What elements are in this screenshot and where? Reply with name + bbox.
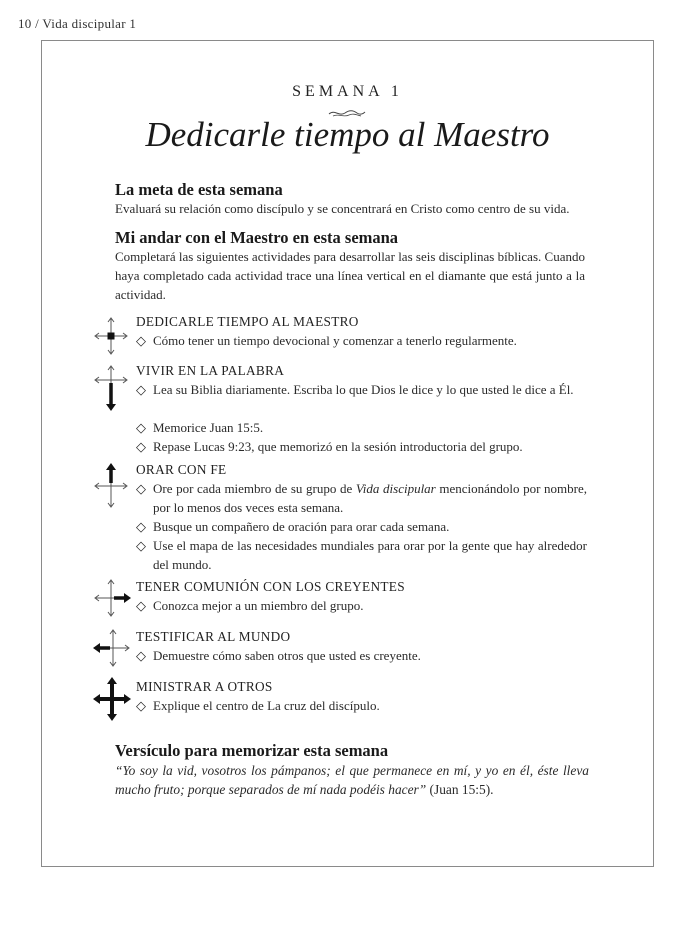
page-header: 10 / Vida discipular 1 xyxy=(18,16,137,31)
activity-title: TENER COMUNIÓN CON LOS CREYENTES xyxy=(136,579,405,594)
activity-title: ORAR CON FE xyxy=(136,462,227,477)
activity-bullet: ◇ Cómo tener un tiempo devocional y comenzar a tenerlo regularmente. xyxy=(136,333,517,348)
diamond-checkbox-icon[interactable]: ◇ xyxy=(136,439,146,454)
cross-top-icon xyxy=(93,462,129,510)
activity-title: MINISTRAR A OTROS xyxy=(136,679,273,694)
activity-bullet: ◇ Explique el centro de La cruz del discípulo. xyxy=(136,698,380,713)
cross-right-icon xyxy=(93,578,131,618)
activity-bullet: ◇ Ore por cada miembro de su grupo de Vida discipular mencionándolo por nombre, por lo menos dos veces esta semana. xyxy=(136,481,587,515)
memory-verse: “Yo soy la vid, vosotros los pámpanos; el que permanece en mí, y yo en él, éste lleva mucho fruto; porque separados de mí nada podéis hacer” (Juan 15:5). xyxy=(115,763,589,797)
diamond-checkbox-icon[interactable]: ◇ xyxy=(136,519,146,534)
cross-bottom-icon xyxy=(93,364,129,412)
cross-center-icon xyxy=(93,316,129,356)
diamond-checkbox-icon[interactable]: ◇ xyxy=(136,598,146,613)
diamond-checkbox-icon[interactable]: ◇ xyxy=(136,382,146,397)
goal-heading: La meta de esta semana xyxy=(115,180,283,199)
activity-bullet: ◇ Conozca mejor a un miembro del grupo. xyxy=(136,598,364,613)
week-label: SEMANA 1 xyxy=(292,83,403,100)
diamond-checkbox-icon[interactable]: ◇ xyxy=(136,538,146,553)
diamond-checkbox-icon[interactable]: ◇ xyxy=(136,420,146,435)
diamond-checkbox-icon[interactable]: ◇ xyxy=(136,481,146,496)
cross-full-icon xyxy=(93,677,131,721)
diamond-checkbox-icon[interactable]: ◇ xyxy=(136,333,146,348)
activity-title: TESTIFICAR AL MUNDO xyxy=(136,629,291,644)
activity-bullet: ◇ Lea su Biblia diariamente. Escriba lo que Dios le dice y lo que usted le dice a Él. xyxy=(136,382,574,397)
content-frame xyxy=(41,40,654,867)
cross-left-icon xyxy=(93,628,131,668)
diamond-checkbox-icon[interactable]: ◇ xyxy=(136,698,146,713)
goal-text: Evaluará su relación como discípulo y se concentrará en Cristo como centro de su vida. xyxy=(115,201,570,216)
activity-title: VIVIR EN LA PALABRA xyxy=(136,363,285,378)
activity-bullet: ◇ Use el mapa de las necesidades mundiales para orar por la gente que hay alrededor del mundo. xyxy=(136,538,587,572)
activity-title: DEDICARLE TIEMPO AL MAESTRO xyxy=(136,314,359,329)
walk-text: Completará las siguientes actividades para desarrollar las seis disciplinas bíblicas. Cuando haya completado cada actividad trace una línea vertical en el diamante que está junto a la actividad. xyxy=(115,249,585,302)
activity-bullet: ◇ Busque un compañero de oración para orar cada semana. xyxy=(136,519,450,534)
activity-bullet: ◇ Demuestre cómo saben otros que usted es creyente. xyxy=(136,648,421,663)
diamond-checkbox-icon[interactable]: ◇ xyxy=(136,648,146,663)
activity-bullet: ◇ Repase Lucas 9:23, que memorizó en la sesión introductoria del grupo. xyxy=(136,439,523,454)
verse-heading: Versículo para memorizar esta semana xyxy=(115,741,389,760)
page-title: Dedicarle tiempo al Maestro xyxy=(145,115,550,154)
activity-bullet: ◇ Memorice Juan 15:5. xyxy=(136,420,264,435)
walk-heading: Mi andar con el Maestro en esta semana xyxy=(115,228,399,247)
